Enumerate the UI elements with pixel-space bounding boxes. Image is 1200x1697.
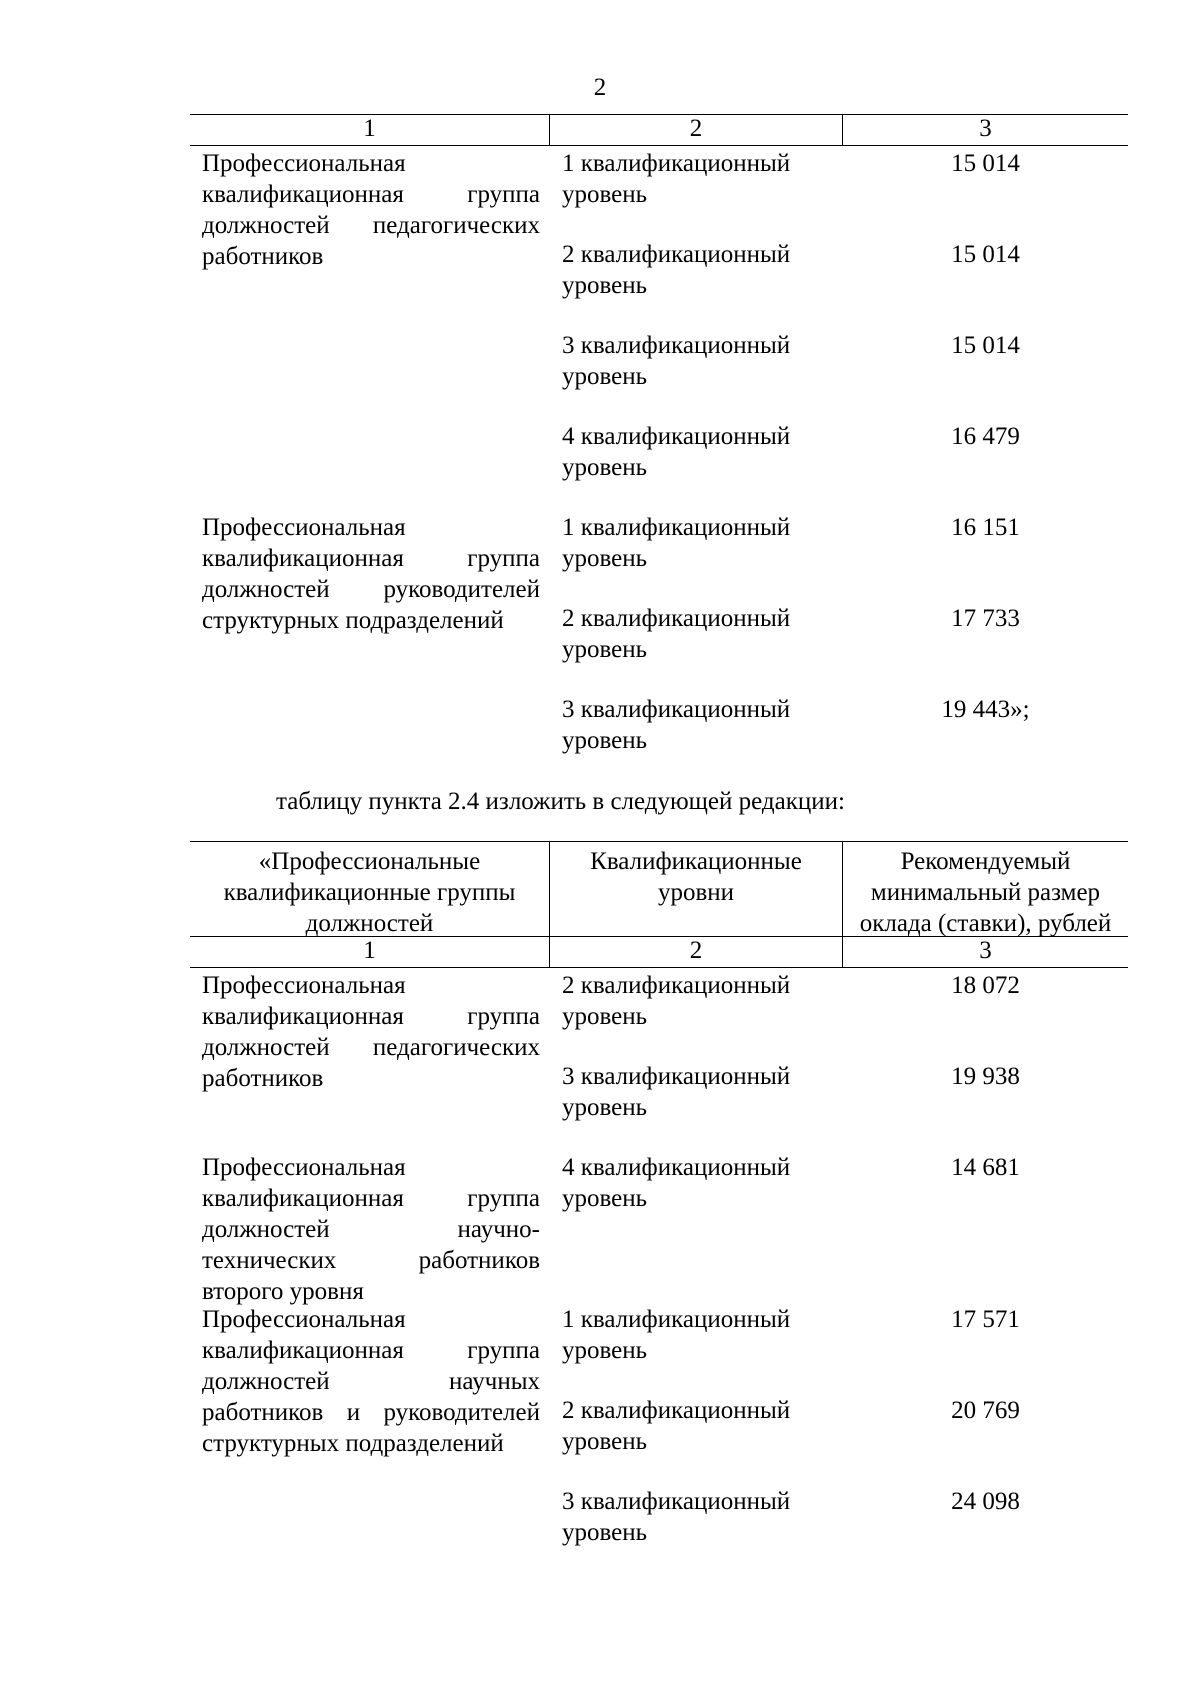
- level-name: 3 квалификационный уровень: [562, 1488, 791, 1546]
- level-name: 3 квалификационный уровень: [562, 1063, 791, 1121]
- salary-table: [190, 841, 1128, 1554]
- column-number-row: [190, 936, 1128, 968]
- level-name: 4 квалификационный уровень: [562, 423, 791, 481]
- salary-value: 15 014: [951, 241, 1020, 268]
- header-row: [190, 841, 1128, 936]
- level-name: 2 квалификационный уровень: [562, 241, 791, 299]
- group-name: Профессиональная квалификационная группа должностей научных работников и руководителей структурных подразделений: [202, 1306, 540, 1457]
- level-name: 4 квалификационный уровень: [562, 1154, 791, 1212]
- table-continuation: [190, 114, 1128, 762]
- level-row: [550, 328, 1128, 419]
- level-name: 2 квалификационный уровень: [562, 1397, 791, 1455]
- salary-value: 16 479: [951, 423, 1020, 450]
- level-row: [550, 692, 1128, 762]
- salary-value: 17 733: [951, 605, 1020, 632]
- salary-value: 20 769: [951, 1397, 1020, 1424]
- level-row: [550, 1059, 1128, 1150]
- page-number: 2: [593, 74, 607, 101]
- level-name: 3 квалификационный уровень: [562, 332, 791, 390]
- header-salary: Рекомендуемый минимальный размер оклада (ставки), рублей: [859, 848, 1112, 937]
- level-name: 2 квалификационный уровень: [562, 605, 791, 663]
- column-number: 3: [979, 937, 992, 964]
- qualification-group: [190, 1302, 1128, 1554]
- group-name: Профессиональная квалификационная группа должностей педагогических работников: [202, 150, 540, 270]
- salary-value: 14 681: [951, 1154, 1020, 1181]
- instruction-text: таблицу пункта 2.4 изложить в следующей редакции:: [276, 788, 845, 815]
- column-number: 1: [190, 115, 550, 145]
- salary-value: 15 014: [951, 332, 1020, 359]
- level-name: 2 квалификационный уровень: [562, 972, 791, 1030]
- level-row: [550, 1393, 1128, 1484]
- header-groups: «Профессиональные квалификационные группы должностей: [190, 842, 550, 936]
- group-name: Профессиональная квалификационная группа должностей руководителей структурных подразделений: [202, 514, 540, 634]
- qualification-group: [190, 968, 1128, 1150]
- salary-value: 18 072: [951, 972, 1020, 999]
- salary-value: 19 938: [951, 1063, 1020, 1090]
- level-row: [550, 510, 1128, 601]
- group-name: Профессиональная квалификационная группа должностей научно-технических работников второго уровня: [202, 1154, 540, 1305]
- group-name: Профессиональная квалификационная группа должностей педагогических работников: [202, 972, 540, 1092]
- qualification-group: [190, 510, 1128, 762]
- column-number: 2: [550, 937, 843, 967]
- qualification-group: [190, 1150, 1128, 1305]
- level-name: 1 квалификационный уровень: [562, 150, 791, 208]
- qualification-group: [190, 146, 1128, 510]
- salary-value: 16 151: [951, 514, 1020, 541]
- level-name: 1 квалификационный уровень: [562, 514, 791, 572]
- level-row: [550, 419, 1128, 510]
- salary-value: 19 443»;: [941, 696, 1030, 723]
- level-row: [550, 1484, 1128, 1554]
- salary-value: 24 098: [951, 1488, 1020, 1515]
- level-name: 1 квалификационный уровень: [562, 1306, 791, 1364]
- level-row: [550, 1150, 1128, 1214]
- salary-value: 17 571: [951, 1306, 1020, 1333]
- column-number-row: [190, 114, 1128, 146]
- column-number: 1: [190, 937, 550, 967]
- header-levels: Квалификационные уровни: [550, 842, 843, 936]
- column-number: 3: [979, 115, 992, 142]
- level-row: [550, 1302, 1128, 1393]
- level-name: 3 квалификационный уровень: [562, 696, 791, 754]
- level-row: [550, 601, 1128, 692]
- salary-value: 15 014: [951, 150, 1020, 177]
- level-row: [550, 237, 1128, 328]
- column-number: 2: [550, 115, 843, 145]
- level-row: [550, 146, 1128, 237]
- level-row: [550, 968, 1128, 1059]
